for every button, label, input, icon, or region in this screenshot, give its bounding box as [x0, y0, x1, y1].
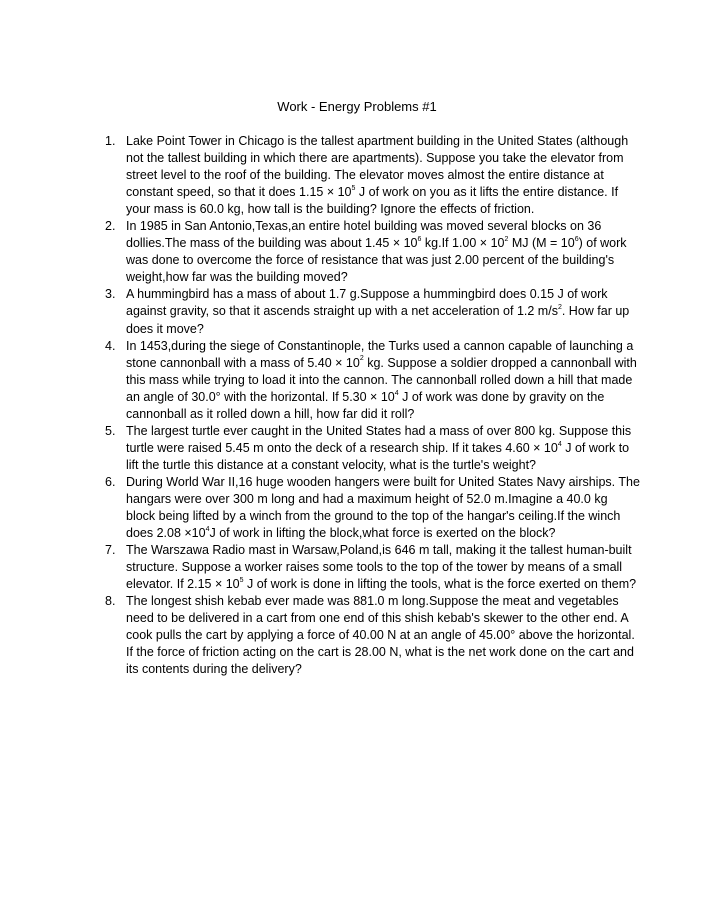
problem-text: During World War II,16 huge wooden hangers were built for United States Navy airships. The hangars were over 300 m long and had a maximum height of 52.0 m.Imagine a 40.0 kg block being lifted by a winch from the ground to the top of the hangar's ceiling.If the winch does $2.08 \times 10^4J$ of work in lifting the block,what force is exerted on the block? — [126, 474, 640, 541]
problem-list — [102, 133, 640, 679]
problem-item-8 — [102, 593, 640, 678]
problem-item-6 — [102, 474, 640, 542]
problem-text: The Warszawa Radio mast in Warsaw,Poland,is 646 m tall, making it the tallest human-built structure. Suppose a worker raises some tools to the top of the tower by means of a small elevator. If $2.15 \times 10^5$ J of work is done in lifting the tools, what is the force exerted on them? — [126, 543, 637, 592]
problem-number: 4. — [105, 338, 116, 353]
problem-item-3 — [102, 286, 640, 337]
problem-text: The largest turtle ever caught in the United States had a mass of over 800 kg. Suppose this turtle were raised 5.45 m onto the deck of a research ship. If it takes $4.60 \times 10^4$ J of work to lift the turtle this distance at a constant velocity, what is the turtle's weight? — [126, 423, 632, 472]
problem-number: 6. — [105, 474, 116, 489]
problem-text: The longest shish kebab ever made was 881.0 m long.Suppose the meat and vegetables need to be delivered in a cart from one end of this shish kebab's skewer to the other end. A cook pulls the cart by applying a force of 40.00 N at an angle of 45.00° above the horizontal. If the force of friction acting on the cart is 28.00 N, what is the net work done on the cart and its contents during the delivery? — [126, 594, 635, 677]
problem-number: 5. — [105, 423, 116, 438]
problem-item-2 — [102, 218, 640, 286]
problem-number: 1. — [105, 134, 116, 148]
problem-text: In 1985 in San Antonio,Texas,an entire hotel building was moved several blocks on 36 dollies.The mass of the building was about $1.45 \times 10^6$ kg.If $1.00 \times 10^2$ MJ $(M = 10^6)$ of work was done to overcome the force of resistance that was just 2.00 percent of the building's weight,how far was the building moved? — [126, 219, 627, 285]
problem-item-4 — [102, 338, 640, 423]
problem-item-7 — [102, 542, 640, 593]
problem-text: In 1453,during the siege of Constantinople, the Turks used a cannon capable of launching a stone cannonball with a mass of $5.40 \times 10^2$ kg. Suppose a soldier dropped a cannonball with this mass while trying to load it into the cannon. The cannonball rolled down a hill that made an angle of 30.0° with the horizontal. If $5.30 \times 10^4$ J of work was done by gravity on the cannonball as it rolled down a hill, how far did it roll? — [126, 338, 637, 421]
document-title: Work - Energy Problems #1 — [277, 99, 437, 114]
problem-number: 8. — [105, 594, 116, 609]
problem-number: 2. — [105, 219, 116, 234]
problem-text: A hummingbird has a mass of about 1.7 g.Suppose a hummingbird does 0.15 J of work against gravity, so that it ascends straight up with a net acceleration of 1.2 $m/s^2$. How far up does it move? — [126, 287, 630, 336]
problem-item-5 — [102, 423, 640, 474]
problem-number: 7. — [105, 543, 116, 558]
problem-item-1 — [102, 133, 640, 218]
problem-text: Lake Point Tower in Chicago is the tallest apartment building in the United States (although not the tallest building in which there are apartments). Suppose you take the elevator from street level to the roof of the building. The elevator moves almost the entire distance at constant speed, so that it does $1.15 \times 10^5$ J of work on you as it lifts the entire distance. If your mass is 60.0 kg, how tall is the building? Ignore the effects of friction. — [126, 134, 629, 217]
problem-number: 3. — [105, 287, 116, 302]
